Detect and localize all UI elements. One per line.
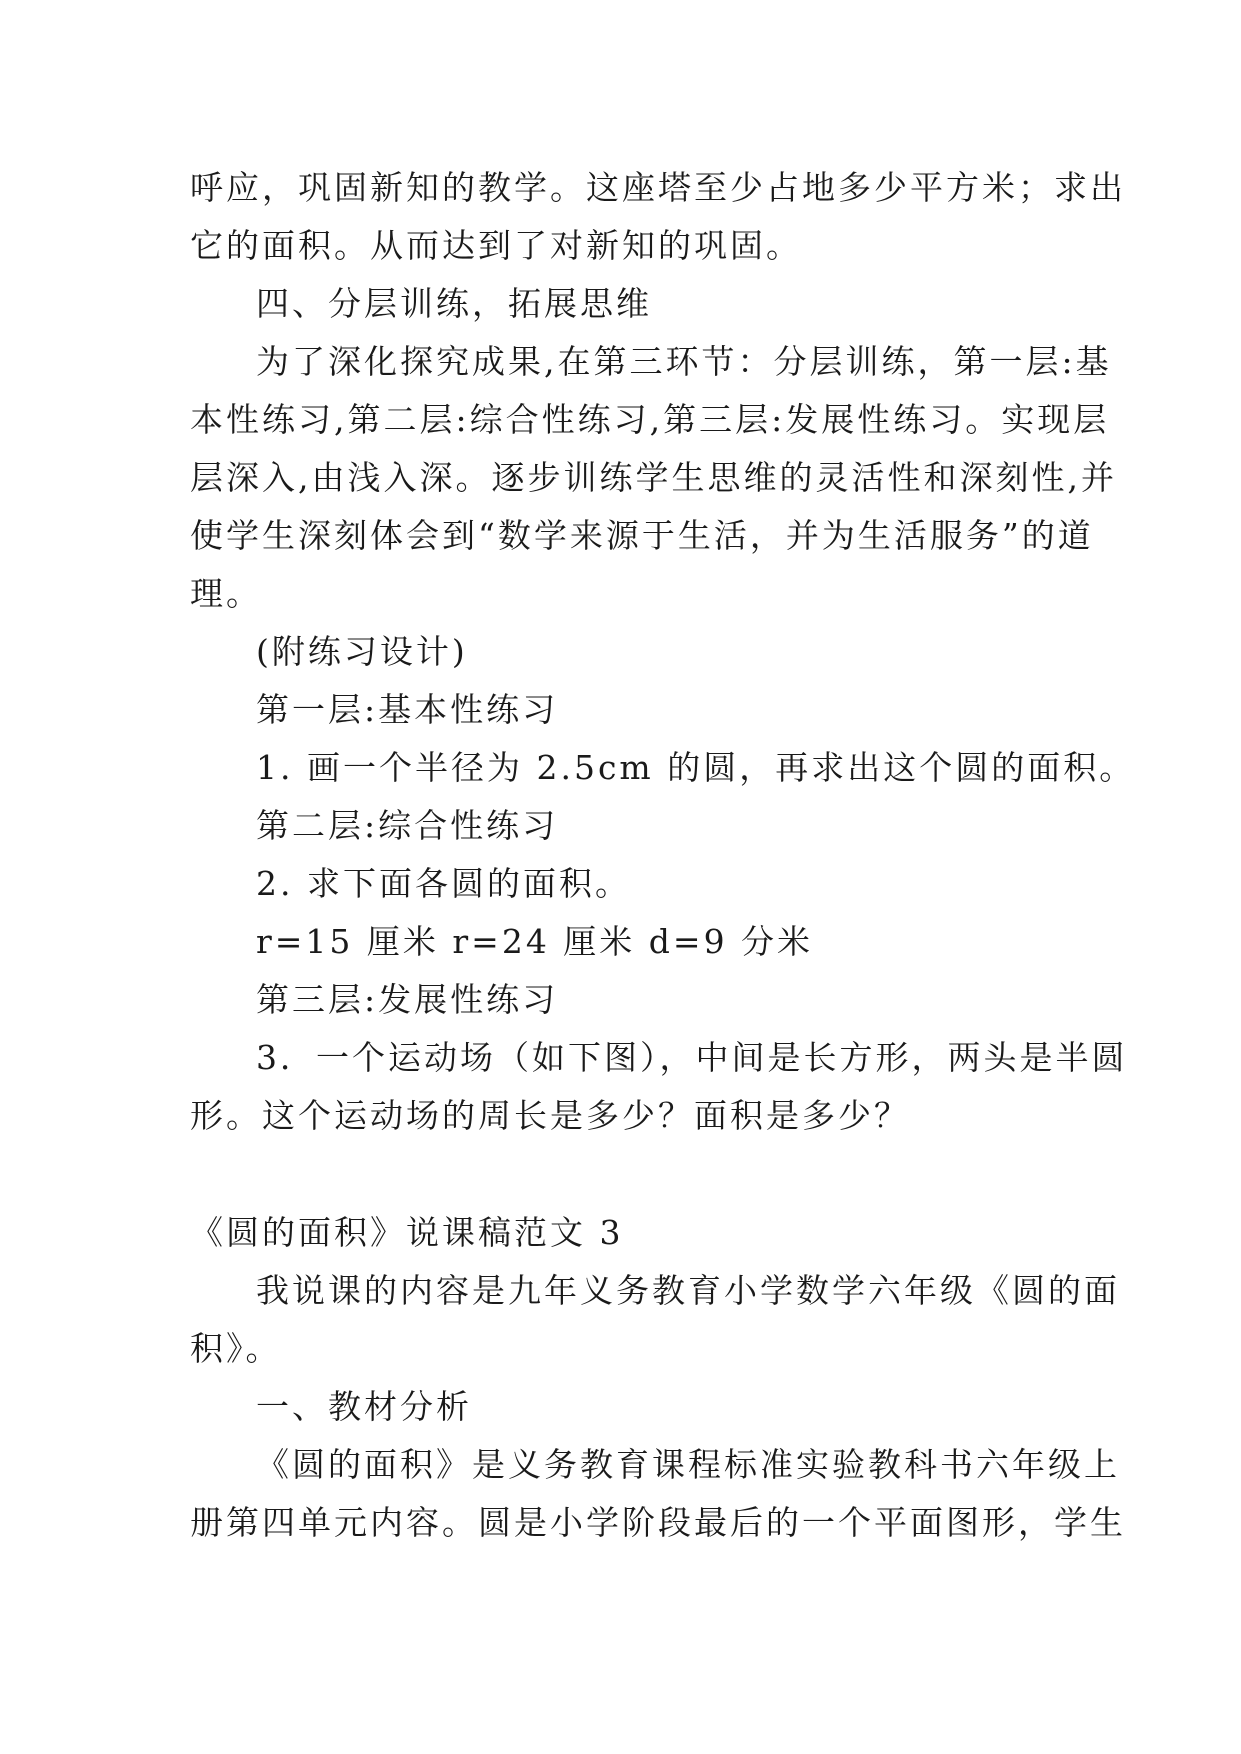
section-heading: 四、分层训练，拓展思维 [256, 284, 652, 323]
paragraph-line: 层深入,由浅入深。逐步训练学生思维的灵活性和深刻性,并 [190, 458, 1117, 497]
exercise-level-heading: 第二层:综合性练习 [256, 806, 559, 845]
paragraph-line: 使学生深刻体会到“数学来源于生活，并为生活服务”的道 [190, 516, 1094, 555]
exercise-item: 2. 求下面各圆的面积。 [256, 864, 631, 903]
paragraph-line: 积》。 [190, 1329, 282, 1368]
exercise-values: r=15 厘米 r=24 厘米 d=9 分米 [256, 922, 814, 961]
paragraph-line: 册第四单元内容。圆是小学阶段最后的一个平面图形，学生 [190, 1503, 1126, 1542]
document-title: 《圆的面积》说课稿范文 3 [190, 1213, 624, 1252]
exercise-item: 3．一个运动场（如下图），中间是长方形，两头是半圆 [256, 1038, 1128, 1077]
exercise-level-heading: 第三层:发展性练习 [256, 980, 559, 1019]
paragraph-line: (附练习设计) [256, 632, 468, 671]
paragraph-line: 呼应，巩固新知的教学。这座塔至少占地多少平方米；求出 [190, 168, 1126, 207]
paragraph-line: 我说课的内容是九年义务教育小学数学六年级《圆的面 [256, 1271, 1120, 1310]
section-heading: 一、教材分析 [256, 1387, 472, 1426]
paragraph-line: 理。 [190, 574, 262, 613]
paragraph-line: 《圆的面积》是义务教育课程标准实验教科书六年级上 [256, 1445, 1120, 1484]
paragraph-line: 它的面积。从而达到了对新知的巩固。 [190, 226, 802, 265]
paragraph-line: 为了深化探究成果,在第三环节：分层训练，第一层:基 [256, 342, 1112, 381]
paragraph-line: 本性练习,第二层:综合性练习,第三层:发展性练习。实现层 [190, 400, 1110, 439]
exercise-level-heading: 第一层:基本性练习 [256, 690, 559, 729]
exercise-item: 形。这个运动场的周长是多少？面积是多少？ [190, 1096, 910, 1135]
exercise-item: 1. 画一个半径为 2.5cm 的圆，再求出这个圆的面积。 [256, 748, 1136, 787]
